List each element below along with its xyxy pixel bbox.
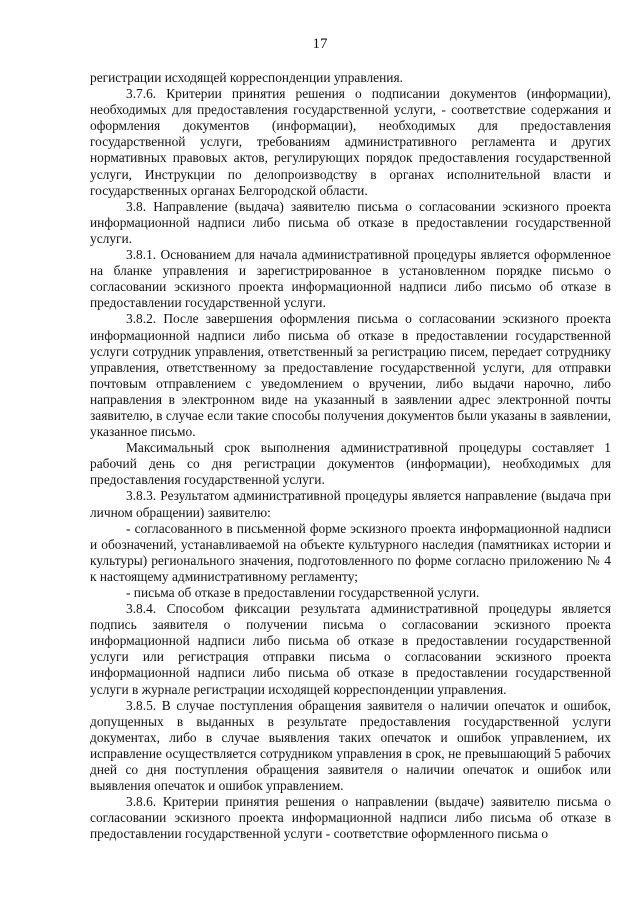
- paragraph: Максимальный срок выполнения административной процедуры составляет 1 рабочий день со дня регистрации документов (информации), необходимых для предоставления государственной услуги.: [90, 440, 611, 488]
- paragraph: 3.8.3. Результатом административной процедуры является направление (выдача при личном обращении) заявителю:: [90, 488, 611, 520]
- paragraph: 3.8. Направление (выдача) заявителю письма о согласовании эскизного проекта информационной надписи либо письма об отказе в предоставлении государственной услуги.: [90, 198, 611, 246]
- page-number: 17: [312, 36, 328, 52]
- paragraph: - письма об отказе в предоставлении государственной услуги.: [126, 585, 480, 600]
- paragraph: 3.8.2. После завершения оформления письма о согласовании эскизного проекта информационной надписи либо письма об отказе в предоставлении государственной услуги сотрудник управления, ответственный за регистрацию писем, передает сотруднику управления, ответственному за предоставление государственной услуги, для отправки почтовым отправлением с уведомлением о вручении, либо выдачи нарочно, либо направления в электронном виде на указанный в заявлении адрес электронной почты заявителю, в случае если такие способы получения документов были указаны в заявлении, указанное письмо.: [90, 311, 611, 440]
- paragraph: 3.7.6. Критерии принятия решения о подписании документов (информации), необходимых для предоставления государственной услуги, - соответствие содержания и оформления документов (информации), необходимых для предоставления государственной услуги, требованиям административного регламента и других нормативных правовых актов, регулирующих порядок предоставления государственной услуги, Инструкции по делопроизводству в органах исполнительной власти и государственных органах Белгородской области.: [90, 86, 611, 198]
- paragraph: 3.8.4. Способом фиксации результата административной процедуры является подпись заявителя о получении письма о согласовании эскизного проекта информационной надписи либо письма об отказе в предоставлении государственной услуги или регистрация отправки письма о согласовании эскизного проекта информационной надписи либо письма об отказе в предоставлении государственной услуги в журнале регистрации исходящей корреспонденции управления.: [90, 601, 611, 697]
- paragraph: регистрации исходящей корреспонденции управления.: [90, 70, 403, 85]
- document-body: [90, 70, 611, 843]
- paragraph: 3.8.5. В случае поступления обращения заявителя о наличии опечаток и ошибок, допущенных в выданных в результате предоставления государственной услуги документах, либо в случае выявления таких опечаток и ошибок управлением, их исправление осуществляется сотрудником управления в срок, не превышающий 5 рабочих дней со дня поступления обращения заявителя о наличии опечаток и ошибок или выявления опечаток и ошибок управлением.: [90, 697, 611, 794]
- paragraph: 3.8.6. Критерии принятия решения о направлении (выдаче) заявителю письма о согласовании эскизного проекта информационной надписи либо письма об отказе в предоставлении государственной услуги - соответствие оформленного письма о: [90, 794, 611, 842]
- paragraph: 3.8.1. Основанием для начала административной процедуры является оформленное на бланке управления и зарегистрированное в установленном порядке письмо о согласовании эскизного проекта информационной надписи либо письмо об отказе в предоставлении государственной услуги.: [90, 247, 611, 311]
- paragraph: - согласованного в письменной форме эскизного проекта информационной надписи и обозначений, устанавливаемой на объекте культурного наследия (памятниках истории и культуры) регионального значения, подготовленного по форме согласно приложению № 4 к настоящему административному регламенту;: [90, 520, 611, 584]
